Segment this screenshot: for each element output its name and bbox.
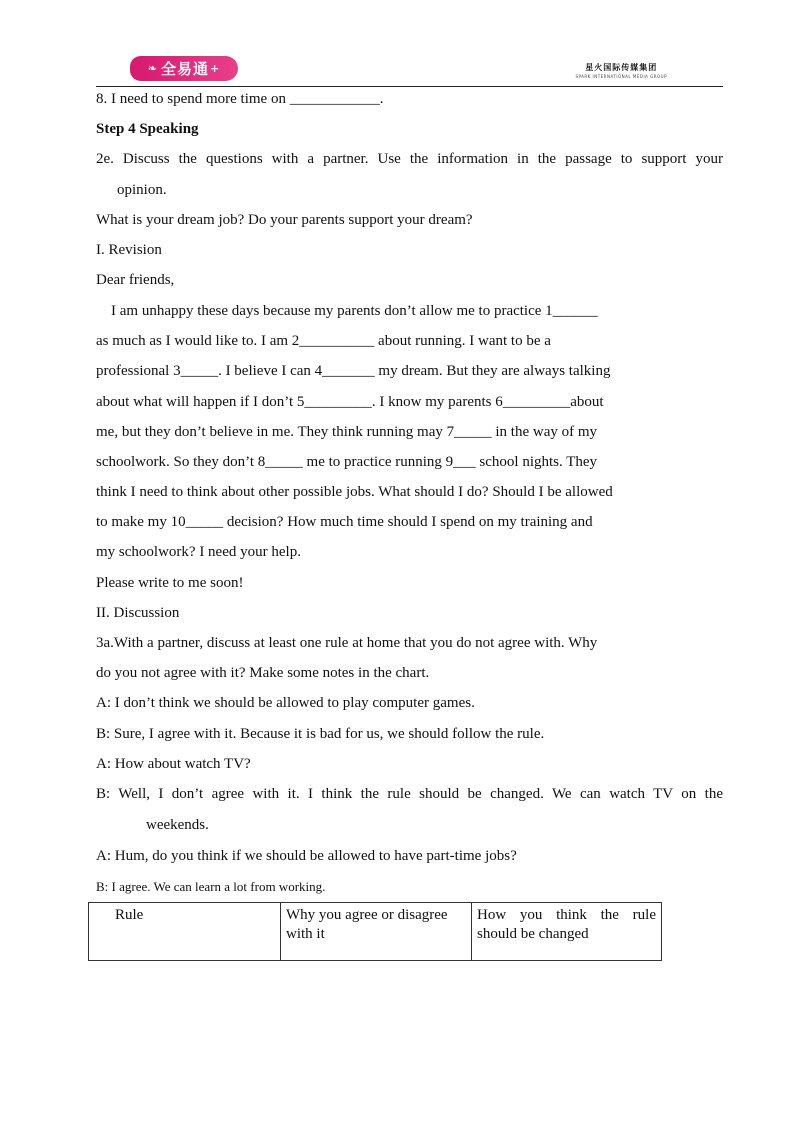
logo-text: 全易通 <box>160 60 209 78</box>
header-cell-how: How you think the rule should be changed <box>472 903 662 961</box>
letter-greeting: Dear friends, <box>96 272 175 288</box>
letter-line-1: I am unhappy these days because my parents don’t allow me to practice 1______ <box>111 303 598 319</box>
header-cell-why: Why you agree or disagree with it <box>281 903 472 961</box>
logo-swirl-icon: ❧ <box>147 62 158 75</box>
dialogue-line-3: A: How about watch TV? <box>96 756 251 772</box>
task-2e-line-1: 2e. Discuss the questions with a partner. Use the information in the passage to support your <box>96 151 723 167</box>
letter-line-4: about what will happen if I don’t 5_________. I know my parents 6_________about <box>96 394 604 410</box>
section-heading-discussion: II. Discussion <box>96 605 180 621</box>
letter-line-2: as much as I would like to. I am 2__________ about running. I want to be a <box>96 333 551 349</box>
publisher-name-cn: 星火国际传媒集团 <box>585 63 658 72</box>
publisher-brand <box>575 62 667 79</box>
notes-chart <box>88 902 662 961</box>
letter-line-8: to make my 10_____ decision? How much time should I spend on my training and <box>96 514 593 530</box>
brand-logo <box>130 56 238 81</box>
section-heading-revision: I. Revision <box>96 242 162 258</box>
task-3a-line-1: 3a.With a partner, discuss at least one rule at home that you do not agree with. Why <box>96 635 598 651</box>
letter-line-3: professional 3_____. I believe I can 4_______ my dream. But they are always talking <box>96 363 611 379</box>
letter-line-9: my schoolwork? I need your help. <box>96 544 301 560</box>
task-3a-line-2: do you not agree with it? Make some notes in the chart. <box>96 665 430 681</box>
dialogue-line-6: B: I agree. We can learn a lot from working. <box>96 879 326 894</box>
logo-plus-icon: + <box>210 62 221 75</box>
dialogue-line-1: A: I don’t think we should be allowed to play computer games. <box>96 695 475 711</box>
dialogue-line-4a: B: Well, I don’t agree with it. I think the rule should be changed. We can watch TV on the <box>96 786 723 802</box>
header-cell-rule: Rule <box>89 903 281 961</box>
question-8: 8. I need to spend more time on ____________. <box>96 91 384 107</box>
publisher-name-en: SPARK INTERNATIONAL MEDIA GROUP <box>575 74 667 79</box>
page-header <box>96 50 723 88</box>
discussion-question: What is your dream job? Do your parents support your dream? <box>96 212 473 228</box>
dialogue-line-5: A: Hum, do you think if we should be allowed to have part-time jobs? <box>96 848 517 864</box>
table-row <box>89 903 662 961</box>
dialogue-line-2: B: Sure, I agree with it. Because it is bad for us, we should follow the rule. <box>96 726 545 742</box>
letter-line-7: think I need to think about other possible jobs. What should I do? Should I be allowed <box>96 484 613 500</box>
letter-line-6: schoolwork. So they don’t 8_____ me to practice running 9___ school nights. They <box>96 454 598 470</box>
header-divider <box>96 86 723 87</box>
letter-closing: Please write to me soon! <box>96 575 244 591</box>
task-2e-line-2: opinion. <box>117 182 167 198</box>
letter-line-5: me, but they don’t believe in me. They think running may 7_____ in the way of my <box>96 424 598 440</box>
dialogue-line-4b: weekends. <box>146 817 209 833</box>
section-heading-step4: Step 4 Speaking <box>96 121 199 137</box>
